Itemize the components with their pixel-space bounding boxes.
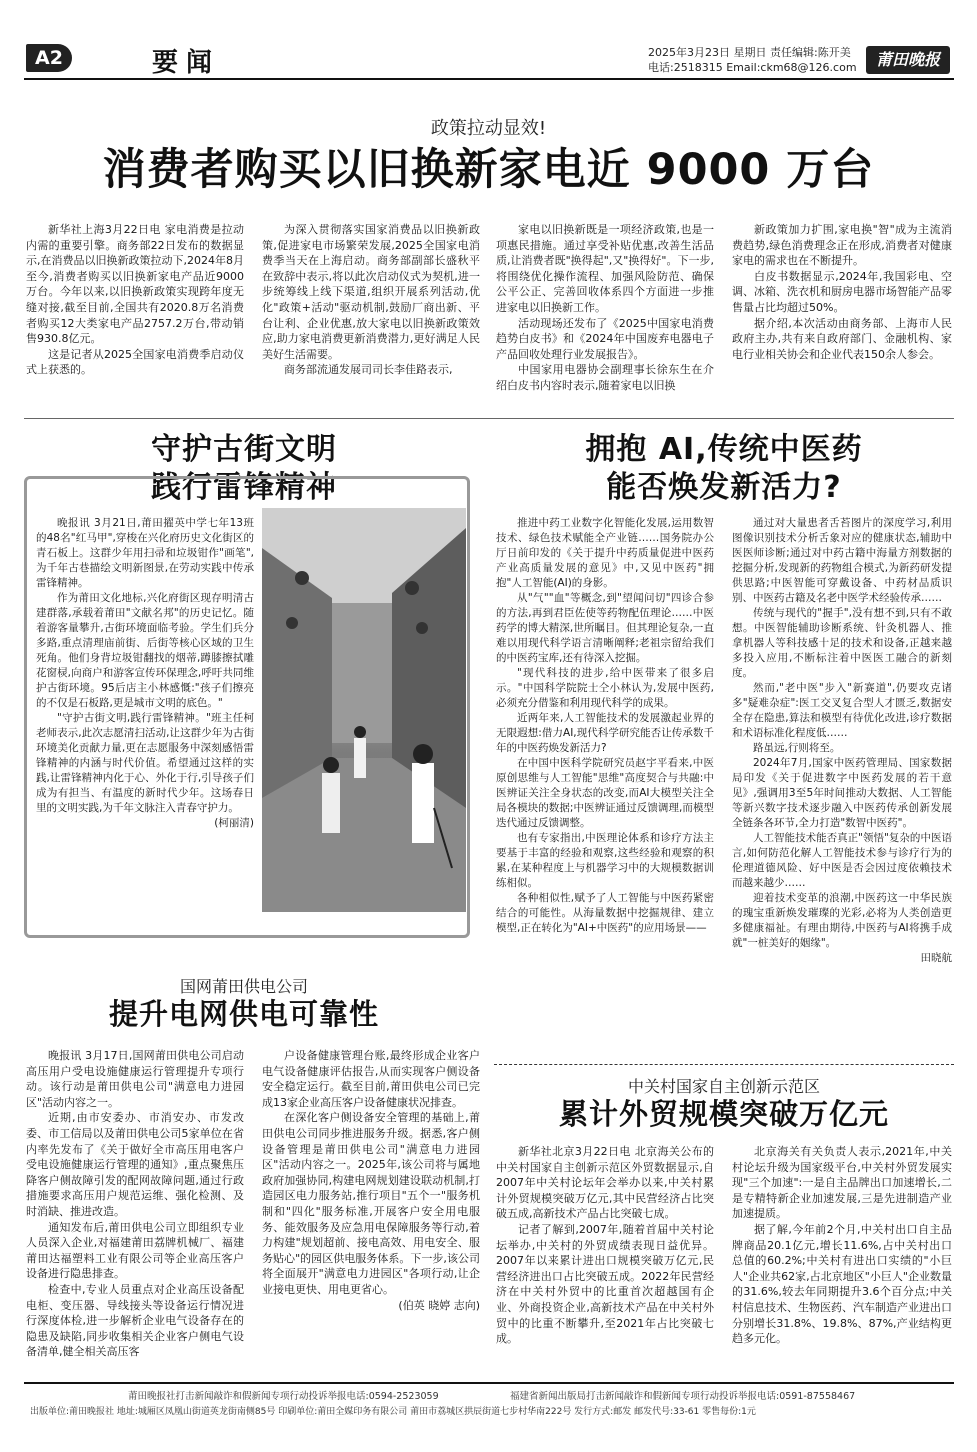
- paragraph: 迎着技术变革的浪潮,中医药这一中华民族的瑰宝重新焕发璀璨的光彩,必将为人类创造更多健康福祉。有理由期待,中医药与AI将携手成就"一桩美好的姻缘"。: [732, 892, 952, 949]
- paragraph: 也有专家指出,中医理论体系和诊疗方法主要基于丰富的经验和观察,这些经验和观察的积累,在某种程度上与机器学习中的大规模数据训练相似。: [496, 832, 714, 889]
- paragraph: 从"气""血"等概念,到"望闻问切"四诊合参的方法,再到君臣佐使等药物配伍理论……中医药学的博大精深,世所瞩目。但其理论复杂,一直难以用现代科学语言清晰阐释;老祖宗留给我们的中医药宝库,还有待深入挖掘。: [496, 592, 714, 664]
- paragraph: 为深入贯彻落实国家消费品以旧换新政策,促进家电市场繁荣发展,2025全国家电消费季当天在上海启动。商务部副部长盛秋平在致辞中表示,将以此次启动仪式为契机,进一步统筹线上线下渠道,组织开展系列活动,优化"政策+活动"驱动机制,鼓励厂商出新、平台让利、企业优惠,放大家电以旧换新政策效应,助力家电消费更新消费潜力,更好满足人民美好生活需要。: [262, 223, 480, 361]
- trade-top-rule: [494, 1064, 954, 1065]
- paragraph: 据了解,今年前2个月,中关村出口自主品牌商品20.1亿元,增长11.6%,占中关村出口总值的60.2%;中关村有进出口实绩的"小巨人"企业共62家,占北京地区"小巨人"企业数量的31.6%,较去年同期提升3.6个百分点;中关村信息技术、生物医药、汽车制造产业进出口分别增长31.8%、19.8%、87%,产业结构更趋多元化。: [732, 1222, 952, 1346]
- paragraph: 这是记者从2025全国家电消费季启动仪式上获悉的。: [26, 347, 244, 377]
- heritage-headline-1: 守护古街文明: [151, 432, 337, 467]
- lead-kicker: 政策拉动显效!: [430, 118, 547, 139]
- paragraph: 2024年7月,国家中医药管理局、国家数据局印发《关于促进数字中医药发展的若干意见》,强调用3至5年时间推动大数据、人工智能等新兴数字技术逐步融入中医药传承创新发展全链条各环节,全力打造"数智中医药"。: [732, 757, 952, 829]
- date-line: 2025年3月23日 星期日 责任编辑:陈开美: [648, 46, 851, 59]
- paragraph: 人工智能技术能否真正"领悟"复杂的中医语言,如何防范化解人工智能技术参与诊疗行为的伦理道德风险、好中医是否会因过度依赖技术而越来越少……: [732, 832, 952, 889]
- paragraph: 户设备健康管理台账,最终形成企业客户电气设备健康评估报告,从而实现客户侧设备安全稳定运行。截至目前,莆田供电公司已完成13家企业高压客户设备健康状况排查。: [262, 1049, 480, 1109]
- trade-column-2: [732, 1144, 952, 1347]
- footer-rule: [24, 1382, 954, 1384]
- paragraph: 传统与现代的"握手",没有想不到,只有不敢想。中医智能辅助诊断系统、针灸机器人、推拿机器人等科技感十足的技术和设备,正越来越多投入应用,不断标注着中医医工融合的新刻度。: [732, 607, 952, 679]
- paragraph: 据介绍,本次活动由商务部、上海市人民政府主办,共有来自政府部门、金融机构、家电行业相关协会和企业代表150余人参会。: [732, 316, 952, 361]
- ai-headline-1: 拥抱 AI,传统中医药: [585, 432, 863, 467]
- footer-hotline-local: 莆田晚报社打击新闻敲诈和假新闻专项行动投诉举报电话:0594-2523059: [128, 1391, 439, 1402]
- ai-column-1: [496, 516, 714, 936]
- street-scene-illustration: [262, 508, 466, 912]
- paragraph: 新政策加力扩围,家电换"智"成为主流消费趋势,绿色消费理念正在形成,消费者对健康家电的需求也在不断提升。: [732, 223, 952, 268]
- ai-byline: 田晓航: [920, 952, 952, 964]
- paragraph: 检查中,专业人员重点对企业高压设备配电柜、变压器、导线接头等设备运行情况进行深度体检,进一步解析企业电气设备存在的隐患及缺陷,同步收集相关企业客户侧电气设备清单,健全相关高压客: [26, 1282, 244, 1359]
- lead-column-2: [262, 222, 480, 378]
- power-byline: (伯英 晓婷 志向): [398, 1298, 480, 1312]
- lead-column-1: [26, 222, 244, 378]
- heritage-headline-2: 践行雷锋精神: [151, 470, 337, 505]
- power-kicker: 国网莆田供电公司: [179, 977, 308, 996]
- footer-publisher: 出版单位:莆田晚报社 地址:城厢区凤凰山街道英龙街南侧85号 印刷单位:莆田全媒印务有限公司 莆田市荔城区拱辰街道七步村华南222号 发行方式:邮发 邮发代号:33-61 零售每份:1元: [30, 1407, 756, 1417]
- paragraph: 近期,由市安委办、市消安办、市发改委、市工信局以及莆田供电公司5家单位在省内率先发布了《关于做好全市高压用电客户受电设施健康运行管理的通知》,重点聚焦压降客户侧故障引发的配网故障问题,通过行政措施要求高压用户规范运维、强化检测、及时消缺、推进改造。: [26, 1111, 244, 1218]
- street-cleaning-photo: [262, 508, 466, 912]
- page-number: A2: [26, 44, 72, 72]
- paragraph: 然而,"老中医"步入"新赛道",仍要攻克诸多"疑难杂症":医工交叉复合型人才匮乏,数据安全存在隐患,算法和模型有待优化改进,诊疗数据和术语标准化程度低……: [732, 682, 952, 739]
- power-column-1: [26, 1048, 244, 1360]
- contact-line: 电话:2518315 Email:ckm68@126.com: [648, 61, 857, 74]
- paragraph: 在深化客户侧设备安全管理的基础上,莆田供电公司同步推进服务升级。据悉,客户侧设备管理是莆田供电公司"满意电力进园区"活动内容之一。2025年,该公司将与属地政府加强协同,构建电网规划建设联动机制,打造园区电力服务站,推行项目"五个一"服务机制和"四化"服务标准,开展客户安全用电服务、能效服务及应急用电保障服务等行动,着力构建"规划超前、接电高效、用电安全、服务贴心"的园区供电服务体系。下一步,该公司将全面展开"满意电力进园区"各项行动,让企业接电更快、用电更省心。: [262, 1111, 480, 1296]
- header-rule: [24, 78, 954, 80]
- lead-headline: 消费者购买以旧换新家电近 9000 万台: [102, 145, 875, 195]
- paragraph: 各种相似性,赋予了人工智能与中医药紧密结合的可能性。从海量数据中挖掘规律、建立模型,正在转化为"AI+中医药"的应用场景——: [496, 892, 714, 934]
- trade-kicker: 中关村国家自主创新示范区: [627, 1077, 820, 1096]
- footer-hotline-province: 福建省新闻出版局打击新闻敲诈和假新闻专项行动投诉举报电话:0591-87558467: [510, 1391, 856, 1402]
- paragraph: 路虽远,行则将至。: [753, 742, 841, 754]
- heritage-byline: (柯丽清): [214, 817, 254, 829]
- paragraph: 北京海关有关负责人表示,2021年,中关村论坛升级为国家级平台,中关村外贸发展实现"三个加速":一是自主品牌出口加速增长,二是专精特新企业加速发展,三是先进制造产业加速提质。: [732, 1145, 952, 1221]
- ai-headline-2: 能否焕发新活力?: [606, 470, 842, 505]
- ai-column-2: [732, 516, 952, 966]
- heritage-body: [36, 516, 254, 831]
- lead-column-3: [496, 222, 714, 394]
- trade-column-1: [496, 1144, 714, 1347]
- paragraph: 晚报讯 3月21日,莆田擢英中学七年13班的48名"红马甲",穿梭在兴化府历史文化街区的青石板上。这群少年用扫帚和垃圾钳作"画笔",为千年古巷描绘文明新图景,在劳动实践中传承雷锋精神。: [36, 517, 254, 589]
- paragraph: 商务部流通发展司司长李佳路表示,: [284, 363, 453, 377]
- paragraph: 记者了解到,2007年,随着首届中关村论坛举办,中关村的外贸成绩表现日益优异。2007年以来累计进出口规模突破万亿元,民营经济进出口占比突破五成。2022年民营经济在中关村外贸中的比重首次超越国有企业、外商投资企业,高新技术产品在中关村外贸中的比重不断攀升,至2021年占比突破七成。: [496, 1222, 714, 1346]
- newspaper-logo: 莆田晚报: [866, 46, 950, 74]
- paragraph: 中国家用电器协会副理事长徐东生在介绍白皮书内容时表示,随着家电以旧换: [496, 363, 714, 392]
- trade-headline: 累计外贸规模突破万亿元: [558, 1097, 889, 1131]
- paragraph: 白皮书数据显示,2024年,我国彩电、空调、冰箱、洗衣机和厨房电器市场智能产品零售量占比均超过50%。: [732, 269, 952, 314]
- power-headline: 提升电网供电可靠性: [108, 997, 379, 1031]
- paragraph: 通过对大量患者舌苔图片的深度学习,利用图像识别技术分析舌象对应的健康状态,辅助中医医师诊断;通过对中药古籍中海量方剂数据的挖掘分析,发现新的药物组合模式,为新药研发提供思路;中医智能可穿戴设备、中药材品质识别、中医药古籍及名老中医学术经验传承……: [732, 517, 952, 604]
- paragraph: "守护古街文明,践行雷锋精神。"班主任柯老师表示,此次志愿清扫活动,让这群少年为古街环境美化贡献力量,更在志愿服务中深刻感悟雷锋精神的内涵与时代价值。希望通过这样的实践,让雷锋精神内化于心、外化于行,引导孩子们成为有担当、有温度的新时代少年。这场春日里的文明实践,为千年文脉注入青春守护力。: [36, 712, 254, 814]
- paragraph: 晚报讯 3月17日,国网莆田供电公司启动高压用户受电设施健康运行管理提升专项行动。该行动是莆田供电公司"满意电力进园区"活动内容之一。: [26, 1049, 244, 1109]
- paragraph: 新华社上海3月22日电 家电消费是拉动内需的重要引擎。商务部22日发布的数据显示,在消费品以旧换新政策拉动下,2024年8月至今,消费者购买以旧换新家电产品近9000万台。今年以来,以旧换新政策实现跨年度无缝对接,截至目前,全国共有2020.8万名消费者购买12大类家电产品2757.2万台,带动销售930.8亿元。: [26, 223, 244, 346]
- power-column-2: [262, 1048, 480, 1313]
- paragraph: "现代科技的进步,给中医带来了很多启示。"中国科学院院士仝小林认为,发展中医药,必须充分借鉴和利用现代科学的成果。: [496, 667, 714, 709]
- paragraph: 近两年来,人工智能技术的发展激起业界的无限遐想:借力AI,现代科学研究能否让传承数千年的中医药焕发新活力?: [496, 712, 714, 754]
- paragraph: 通知发布后,莆田供电公司立即组织专业人员深入企业,对福建莆田荔牌机械厂、福建莆田达福塑料工业有限公司等企业高压客户设备进行隐患排查。: [26, 1220, 244, 1281]
- section-title: 要闻: [152, 48, 221, 78]
- paragraph: 家电以旧换新既是一项经济政策,也是一项惠民措施。通过享受补贴优惠,改善生活品质,让消费者既"换得起",又"换得好"。下一步,将围绕优化操作流程、加强风险防范、确保公平公正、完善回收体系四个方面进一步推进家电以旧换新工作。: [496, 223, 714, 314]
- lead-bottom-rule: [24, 418, 954, 419]
- lead-column-4: [732, 222, 952, 362]
- paragraph: 活动现场还发布了《2025中国家电消费趋势白皮书》和《2024年中国废弃电器电子产品回收处理行业发展报告》。: [496, 316, 714, 361]
- paragraph: 在中国中医科学院研究员赵宇平看来,中医原创思维与人工智能"思维"高度契合与共融:中医辨证关注全身状态的改变,而AI大模型关注全局各模块的数据;中医辨证通过反馈调理,而模型迭代通过反馈调整。: [496, 757, 714, 829]
- paragraph: 新华社北京3月22日电 北京海关公布的中关村国家自主创新示范区外贸数据显示,自2007年中关村论坛年会举办以来,中关村累计外贸规模突破万亿元,其中民营经济占比突破五成,高新技术产品占比突破七成。: [496, 1145, 714, 1221]
- paragraph: 推进中药工业数字化智能化发展,运用数智技术、绿色技术赋能全产业链……国务院办公厅日前印发的《关于提升中药质量促进中医药产业高质量发展的意见》中,又见中医药"拥抱"人工智能(AI)的身影。: [496, 517, 714, 589]
- paragraph: 作为莆田文化地标,兴化府街区现存明清古建群落,承载着莆田"文献名邦"的历史记忆。随着游客量攀升,古街环境面临考验。学生们兵分多路,重点清理庙前街、后街等核心区域的卫生死角。他们身背垃圾钳翻找的烟蒂,蹲膝擦拭雕花窗棂,向商户和游客宣传环保理念,呼吁共同维护古街环境。95后店主小林感慨:"孩子们擦亮的不仅是石板路,更是城市文明的底色。": [36, 592, 254, 709]
